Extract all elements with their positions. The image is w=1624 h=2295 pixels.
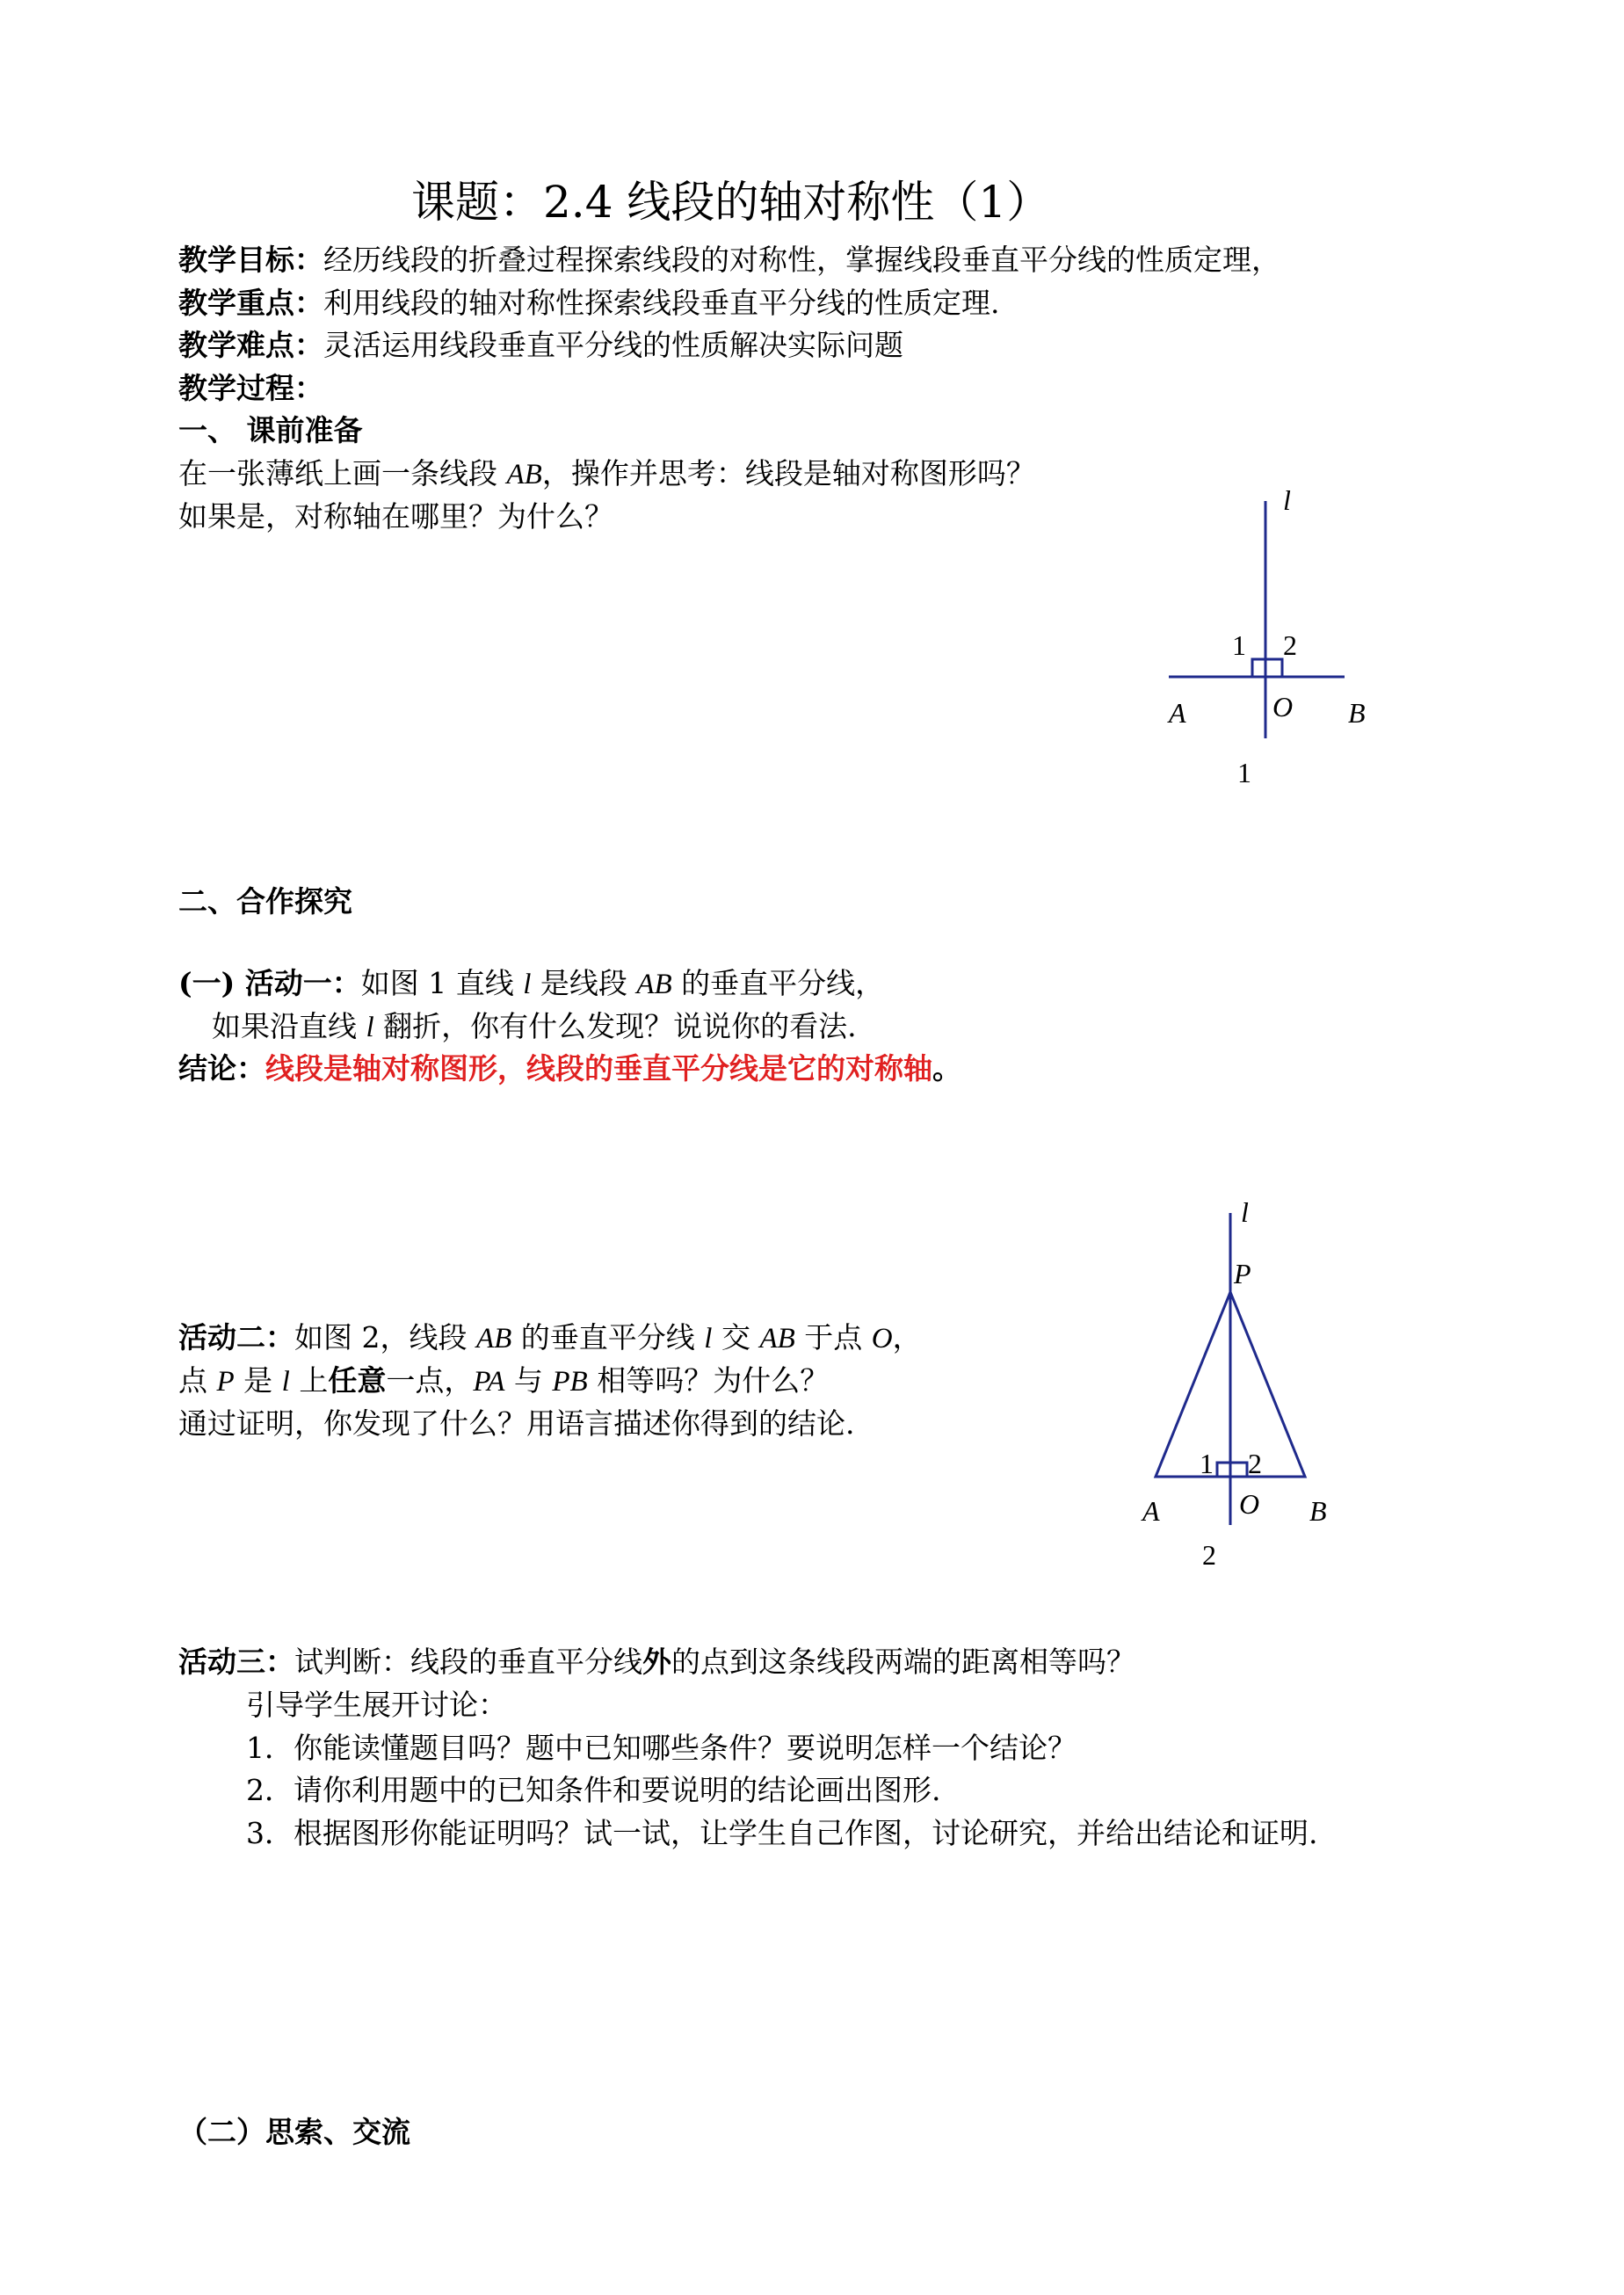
text-span: 的点到这条线段两端的距离相等吗？ [671,1645,1135,1679]
text-span: 的垂直平分线， [671,966,885,1000]
fig2-label-1: 1 [1200,1448,1214,1479]
activity2-line1 [178,1317,922,1360]
list-item: 2．请你利用题中的已知条件和要说明的结论画出图形. [246,1773,941,1807]
fig2-label-2: 2 [1248,1448,1262,1479]
difficulty-label: 教学难点： [178,328,323,362]
text-span: 在一张薄纸上画一条线段 [178,456,507,490]
var-p: P [216,1366,235,1398]
fig2-label-b: B [1309,1495,1327,1527]
var-ab: AB [759,1323,795,1354]
activity3-line1 [178,1641,1135,1683]
text-span: 交 [712,1320,760,1354]
var-l: l [523,969,532,1000]
fig1-caption: 1 [1237,757,1251,788]
section2-heading: 二、合作探究 [178,884,352,919]
text-span: 如图 2，线段 [294,1320,476,1354]
fig2-label-l: l [1241,1196,1249,1228]
teaching-difficulty [178,324,903,367]
fig1-label-a: A [1169,697,1186,729]
activity2-line3: 通过证明，你发现了什么？用语言描述你得到的结论. [178,1406,855,1441]
text-span: 是线段 [531,966,637,1000]
emphasis-any: 任意 [328,1363,387,1398]
activity1-line2 [212,1006,857,1049]
conclusion [178,1048,961,1090]
teaching-key-point [178,282,1000,324]
var-l: l [366,1012,374,1043]
difficulty-text: 灵活运用线段垂直平分线的性质解决实际问题 [323,328,903,362]
activity2-label: 活动二： [178,1320,294,1354]
fig1-label-b: B [1348,697,1366,729]
figure-1 [1169,484,1380,809]
var-l: l [704,1323,713,1354]
key-point-text: 利用线段的轴对称性探索线段垂直平分线的性质定理. [323,286,1000,320]
fig1-label-l: l [1283,484,1291,516]
discussion-heading: （二）思索、交流 [178,2115,410,2149]
text-span: 的垂直平分线 [511,1320,705,1354]
var-ab: AB [636,969,672,1000]
fig1-label-2: 2 [1283,629,1297,661]
conclusion-label: 结论： [178,1051,265,1086]
activity3-guide: 引导学生展开讨论： [246,1688,507,1722]
fig2-label-o: O [1239,1488,1260,1520]
teaching-goal-text: 经历线段的折叠过程探索线段的对称性，掌握线段垂直平分线的性质定理， [323,243,1280,277]
emphasis-outside: 外 [642,1645,671,1679]
activity3-label: 活动三： [178,1645,294,1679]
text-span: 点 [178,1363,217,1398]
text-span: ，操作并思考：线段是轴对称图形吗？ [541,456,1035,490]
teaching-goal-label: 教学目标： [178,243,323,277]
activity1-label: (一) 活动一： [178,966,361,1000]
text-span: 试判断：线段的垂直平分线 [294,1645,642,1679]
right-angle-mark [1217,1463,1247,1477]
conclusion-text: 线段是轴对称图形，线段的垂直平分线是它的对称轴 [265,1051,932,1086]
fig1-label-o: O [1272,691,1294,723]
fig2-label-a: A [1142,1495,1160,1527]
list-item: 3．根据图形你能证明吗？试一试，让学生自己作图，讨论研究，并给出结论和证明. [246,1816,1318,1850]
var-o: O [871,1323,893,1354]
text-span: 一点， [386,1363,474,1398]
var-ab: AB [506,459,542,490]
fig2-label-p: P [1234,1258,1251,1289]
var-ab: AB [475,1323,512,1354]
right-angle-mark [1252,659,1282,677]
text-span: 翻折，你有什么发现？说说你的看法. [373,1009,857,1043]
section1-line1 [178,453,1035,496]
key-point-label: 教学重点： [178,286,323,320]
text-span: 相等吗？为什么？ [587,1363,830,1398]
text-span: 如图 1 直线 [360,966,524,1000]
activity1-line1 [178,962,884,1006]
activity2-line2 [178,1360,829,1403]
figure-2 [1142,1196,1371,1573]
conclusion-end: 。 [932,1051,961,1086]
var-pa: PA [473,1366,505,1398]
text-span: 如果沿直线 [212,1009,366,1043]
var-l: l [281,1366,290,1398]
var-pb: PB [552,1366,588,1398]
teaching-goal [178,239,1280,281]
list-item: 1．你能读懂题目吗？题中已知哪些条件？要说明怎样一个结论？ [246,1731,1077,1765]
text-span: ， [892,1320,922,1354]
text-span: 是 [234,1363,282,1398]
section1-line2: 如果是，对称轴在哪里？为什么？ [178,499,613,534]
text-span: 于点 [794,1320,872,1354]
fig1-label-1: 1 [1232,629,1246,661]
section1-heading: 一、 课前准备 [178,413,363,447]
process-label: 教学过程： [178,371,323,405]
page-title: 课题：2.4 线段的轴对称性（1） [411,177,1051,228]
text-span: 与 [504,1363,553,1398]
text-span: 上 [289,1363,329,1398]
fig2-caption: 2 [1202,1539,1216,1571]
